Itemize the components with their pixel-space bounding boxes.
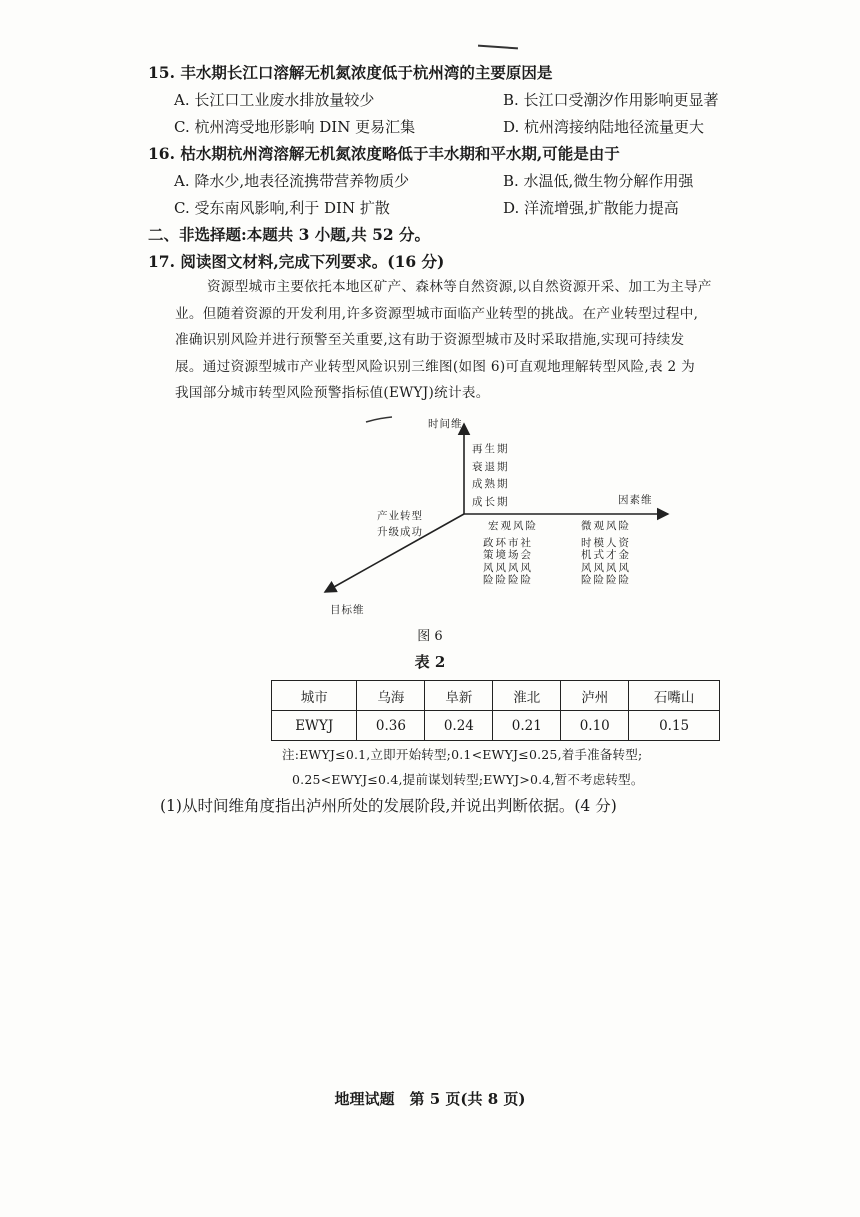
table-cell: 0.36 — [357, 711, 425, 741]
section-heading: 二、非选择题:本题共 3 小题,共 52 分。 — [148, 225, 431, 244]
table-cell: 0.21 — [493, 711, 561, 741]
ewyj-table — [271, 680, 720, 741]
micro-risk-row: 险险险险 — [581, 574, 631, 586]
macro-risk-row: 策境场会 — [483, 549, 533, 561]
table-cell: 城市 — [272, 681, 357, 711]
pen-mark — [478, 45, 518, 49]
risk-3d-diagram — [300, 410, 700, 625]
table-cell: 石嘴山 — [629, 681, 720, 711]
q15-option-b: B. 长江口受潮汐作用影响更显著 — [503, 91, 719, 109]
q15-option-a: A. 长江口工业废水排放量较少 — [174, 91, 375, 109]
macro-risk-row: 风风风风 — [483, 561, 533, 574]
paragraph-line: 我国部分城市转型风险预警指标值(EWYJ)统计表。 — [175, 385, 490, 401]
macro-risk-row: 险险险险 — [483, 574, 533, 586]
micro-risk-row: 机式才金 — [581, 549, 631, 561]
target-success-label — [377, 508, 423, 540]
time-axis-label: 时间维 — [428, 418, 463, 430]
micro-risk-row: 风风风风 — [581, 561, 631, 574]
table-cell: 0.15 — [629, 711, 720, 741]
macro-risk-row: 政环市社 — [483, 536, 533, 549]
paragraph-line: 业。但随着资源的开发利用,许多资源型城市面临产业转型的挑战。在产业转型过程中, — [175, 305, 699, 322]
table-cell: 淮北 — [493, 681, 561, 711]
stage-label: 再生期 — [472, 443, 510, 455]
target-label-line: 升级成功 — [377, 526, 423, 538]
material-paragraph — [175, 274, 823, 407]
micro-risk-group — [581, 520, 631, 587]
q15-option-d: D. 杭州湾接纳陆地径流量更大 — [503, 118, 705, 136]
paragraph-line: 展。通过资源型城市产业转型风险识别三维图(如图 6)可直观地理解转型风险,表 2 为 — [175, 358, 695, 375]
table-cell: 阜新 — [425, 681, 493, 711]
paragraph-line: 资源型城市主要依托本地区矿产、森林等自然资源,以自然资源开采、加工为主导产 — [207, 279, 712, 295]
q15-option-c: C. 杭州湾受地形影响 DIN 更易汇集 — [174, 118, 416, 136]
table-cell: 0.24 — [425, 711, 493, 741]
table-cell: EWYJ — [272, 711, 357, 741]
micro-risk-row: 时模人资 — [581, 536, 631, 549]
stage-list — [472, 441, 510, 511]
pen-mark — [366, 417, 392, 422]
table-cell: 泸州 — [561, 681, 629, 711]
table-header-row — [272, 681, 720, 711]
table-title: 表 2 — [414, 653, 446, 671]
page-footer: 地理试题 第 5 页(共 8 页) — [334, 1090, 526, 1108]
micro-risk-title: 微观风险 — [581, 520, 631, 532]
macro-risk-group — [483, 520, 538, 587]
q16-option-b: B. 水温低,微生物分解作用强 — [503, 172, 694, 190]
figure-caption: 图 6 — [417, 629, 443, 644]
factor-axis-label: 因素维 — [618, 494, 653, 506]
question-15-stem: 15. 丰水期长江口溶解无机氮浓度低于杭州湾的主要原因是 — [148, 63, 553, 82]
table-row — [272, 711, 720, 741]
target-axis-label: 目标维 — [330, 604, 365, 616]
table-cell: 0.10 — [561, 711, 629, 741]
paragraph-line: 准确识别风险并进行预警至关重要,这有助于资源型城市及时采取措施,实现可持续发 — [175, 332, 685, 348]
table-note-line-2: 0.25<EWYJ≤0.4,提前谋划转型;EWYJ>0.4,暂不考虑转型。 — [292, 772, 644, 787]
q16-option-c: C. 受东南风影响,利于 DIN 扩散 — [174, 199, 390, 217]
q16-option-a: A. 降水少,地表径流携带营养物质少 — [174, 172, 410, 190]
q16-option-d: D. 洋流增强,扩散能力提高 — [503, 199, 679, 217]
stage-label: 衰退期 — [472, 460, 510, 473]
table-cell: 乌海 — [357, 681, 425, 711]
stage-label: 成长期 — [472, 495, 510, 508]
question-17-stem: 17. 阅读图文材料,完成下列要求。(16 分) — [148, 252, 445, 271]
stage-label: 成熟期 — [472, 478, 510, 490]
question-16-stem: 16. 枯水期杭州湾溶解无机氮浓度略低于丰水期和平水期,可能是由于 — [148, 144, 620, 163]
target-label-line: 产业转型 — [377, 510, 423, 522]
macro-risk-title: 宏观风险 — [488, 520, 538, 532]
table-note-line-1: 注:EWYJ≤0.1,立即开始转型;0.1<EWYJ≤0.25,着手准备转型; — [282, 747, 643, 762]
sub-question-1: (1)从时间维角度指出泸州所处的发展阶段,并说出判断依据。(4 分) — [160, 797, 617, 815]
